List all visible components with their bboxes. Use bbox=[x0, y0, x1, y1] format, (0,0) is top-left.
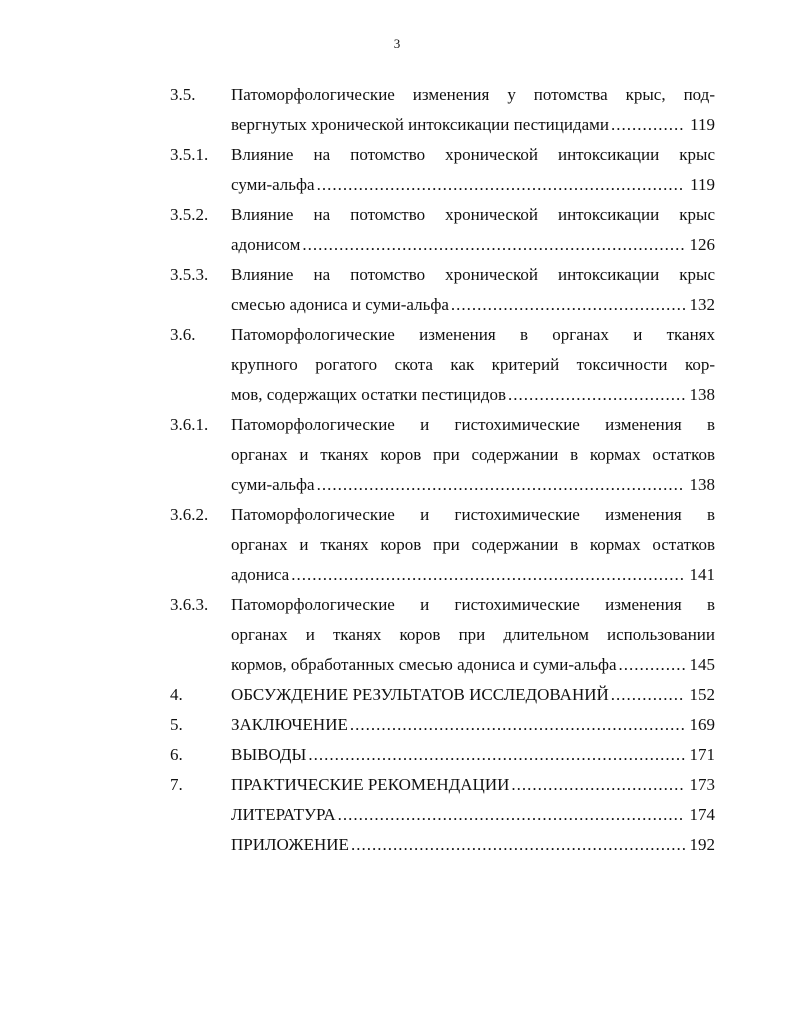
dot-leader bbox=[508, 380, 685, 410]
toc-entry-title bbox=[231, 770, 715, 800]
toc-entry-page: 152 bbox=[689, 685, 715, 704]
toc-entry-page: 173 bbox=[689, 775, 715, 794]
dot-leader bbox=[451, 290, 685, 320]
toc-entry[interactable] bbox=[170, 500, 715, 590]
toc-entry-title bbox=[231, 800, 715, 830]
toc-entry-number: 3.6.3. bbox=[170, 595, 209, 614]
toc-entry-title-line: Патоморфологические и гистохимические изменения в bbox=[231, 595, 715, 614]
dot-leader bbox=[611, 680, 685, 710]
toc-entry[interactable] bbox=[170, 770, 715, 800]
toc-entry[interactable] bbox=[170, 710, 715, 740]
dot-leader bbox=[611, 110, 685, 140]
toc-entry-title-end: суми-альфа bbox=[231, 475, 315, 494]
toc-entry-number: 3.6.2. bbox=[170, 505, 209, 524]
toc-entry-number: 3.5.1. bbox=[170, 145, 209, 164]
dot-leader bbox=[338, 800, 685, 830]
toc-entry-number: 7. bbox=[170, 775, 183, 794]
toc-entry[interactable] bbox=[170, 410, 715, 500]
toc-entry[interactable] bbox=[170, 140, 715, 200]
toc-entry-title-end: кормов, обработанных смесью адониса и суми-альфа bbox=[231, 655, 617, 674]
toc-entry-title bbox=[231, 740, 715, 770]
toc-entry-page: 119 bbox=[690, 115, 715, 134]
toc-entry-last-line bbox=[231, 830, 715, 860]
toc-entry-page: 169 bbox=[689, 715, 715, 734]
toc-entry-title-line: органах и тканях коров при содержании в кормах остатков bbox=[231, 445, 715, 464]
toc-entry-last-line bbox=[231, 740, 715, 770]
toc-entry-title-line: органах и тканях коров при длительном использовании bbox=[231, 625, 715, 644]
toc-entry-title-end: ОБСУЖДЕНИЕ РЕЗУЛЬТАТОВ ИССЛЕДОВАНИЙ bbox=[231, 685, 609, 704]
dot-leader bbox=[351, 830, 685, 860]
toc-entry[interactable] bbox=[170, 80, 715, 140]
toc-entry-number: 3.5.3. bbox=[170, 265, 209, 284]
toc-entry-title-line: Влияние на потомство хронической интоксикации крыс bbox=[231, 265, 715, 284]
toc-entry-title-line: Патоморфологические изменения у потомства крыс, под- bbox=[231, 85, 715, 104]
dot-leader bbox=[350, 710, 685, 740]
toc-entry-last-line bbox=[231, 560, 715, 590]
toc-entry-number: 3.5.2. bbox=[170, 205, 209, 224]
toc-entry-number: 6. bbox=[170, 745, 183, 764]
toc-entry-number: 5. bbox=[170, 715, 183, 734]
toc-entry-title bbox=[231, 410, 715, 500]
table-of-contents bbox=[170, 80, 715, 860]
toc-entry-page: 145 bbox=[689, 655, 715, 674]
toc-entry-title bbox=[231, 500, 715, 590]
toc-entry-page: 132 bbox=[689, 295, 715, 314]
dot-leader bbox=[308, 740, 685, 770]
toc-entry-page: 138 bbox=[689, 385, 715, 404]
toc-entry[interactable] bbox=[170, 260, 715, 320]
toc-entry-title bbox=[231, 590, 715, 680]
toc-entry-title bbox=[231, 320, 715, 410]
toc-entry[interactable] bbox=[170, 830, 715, 860]
toc-entry-title-line: Патоморфологические и гистохимические изменения в bbox=[231, 505, 715, 524]
toc-entry-page: 141 bbox=[689, 565, 715, 584]
dot-leader bbox=[511, 770, 685, 800]
toc-entry-title-line: Влияние на потомство хронической интоксикации крыс bbox=[231, 145, 715, 164]
toc-entry-title bbox=[231, 80, 715, 140]
toc-entry-last-line bbox=[231, 680, 715, 710]
toc-entry-page: 174 bbox=[689, 805, 715, 824]
toc-entry[interactable] bbox=[170, 320, 715, 410]
toc-entry-title-end: адонисом bbox=[231, 235, 301, 254]
toc-entry-title bbox=[231, 830, 715, 860]
dot-leader bbox=[317, 470, 685, 500]
toc-entry[interactable] bbox=[170, 200, 715, 260]
toc-entry-title-end: ВЫВОДЫ bbox=[231, 745, 307, 764]
toc-entry-number bbox=[170, 800, 231, 830]
toc-entry-title bbox=[231, 140, 715, 200]
toc-entry-title-line: Влияние на потомство хронической интоксикации крыс bbox=[231, 205, 715, 224]
toc-entry-last-line bbox=[231, 290, 715, 320]
toc-entry-page: 138 bbox=[689, 475, 715, 494]
toc-entry-page: 171 bbox=[689, 745, 715, 764]
toc-entry-last-line bbox=[231, 470, 715, 500]
dot-leader bbox=[302, 230, 685, 260]
toc-entry-last-line bbox=[231, 770, 715, 800]
page-number: 3 bbox=[393, 36, 401, 51]
toc-entry-title-line: Патоморфологические и гистохимические изменения в bbox=[231, 415, 715, 434]
toc-entry-last-line bbox=[231, 380, 715, 410]
toc-entry-title-end: суми-альфа bbox=[231, 175, 315, 194]
toc-entry-number: 4. bbox=[170, 685, 183, 704]
toc-entry-title bbox=[231, 710, 715, 740]
toc-entry-title bbox=[231, 680, 715, 710]
toc-entry-title-end: ПРАКТИЧЕСКИЕ РЕКОМЕНДАЦИИ bbox=[231, 775, 510, 794]
dot-leader bbox=[317, 170, 685, 200]
toc-entry[interactable] bbox=[170, 800, 715, 830]
toc-entry-page: 192 bbox=[689, 835, 715, 854]
toc-entry-number: 3.5. bbox=[170, 85, 196, 104]
toc-entry-title-line: крупного рогатого скота как критерий токсичности кор- bbox=[231, 355, 715, 374]
toc-entry-page: 126 bbox=[689, 235, 715, 254]
toc-entry-last-line bbox=[231, 230, 715, 260]
toc-entry-title-end: вергнутых хронической интоксикации пестицидами bbox=[231, 115, 610, 134]
toc-entry-last-line bbox=[231, 170, 715, 200]
toc-entry-page: 119 bbox=[690, 175, 715, 194]
dot-leader bbox=[291, 560, 685, 590]
toc-entry-title-end: ПРИЛОЖЕНИЕ bbox=[231, 835, 349, 854]
toc-entry-title-end: ЗАКЛЮЧЕНИЕ bbox=[231, 715, 348, 734]
toc-entry-title bbox=[231, 260, 715, 320]
toc-entry-number: 3.6.1. bbox=[170, 415, 209, 434]
toc-entry-title bbox=[231, 200, 715, 260]
toc-entry-title-end: смесью адониса и суми-альфа bbox=[231, 295, 449, 314]
toc-entry-title-end: ЛИТЕРАТУРА bbox=[231, 805, 336, 824]
toc-entry-number bbox=[170, 830, 231, 860]
toc-entry-title-line: Патоморфологические изменения в органах и тканях bbox=[231, 325, 715, 344]
toc-entry-last-line bbox=[231, 110, 715, 140]
dot-leader bbox=[619, 650, 685, 680]
toc-entry-title-end: мов, содержащих остатки пестицидов bbox=[231, 385, 507, 404]
toc-entry-last-line bbox=[231, 650, 715, 680]
toc-entry-last-line bbox=[231, 800, 715, 830]
toc-entry[interactable] bbox=[170, 680, 715, 710]
toc-entry-number: 3.6. bbox=[170, 325, 196, 344]
toc-entry[interactable] bbox=[170, 590, 715, 680]
toc-entry-last-line bbox=[231, 710, 715, 740]
toc-entry[interactable] bbox=[170, 740, 715, 770]
toc-entry-title-end: адониса bbox=[231, 565, 290, 584]
toc-entry-title-line: органах и тканях коров при содержании в кормах остатков bbox=[231, 535, 715, 554]
